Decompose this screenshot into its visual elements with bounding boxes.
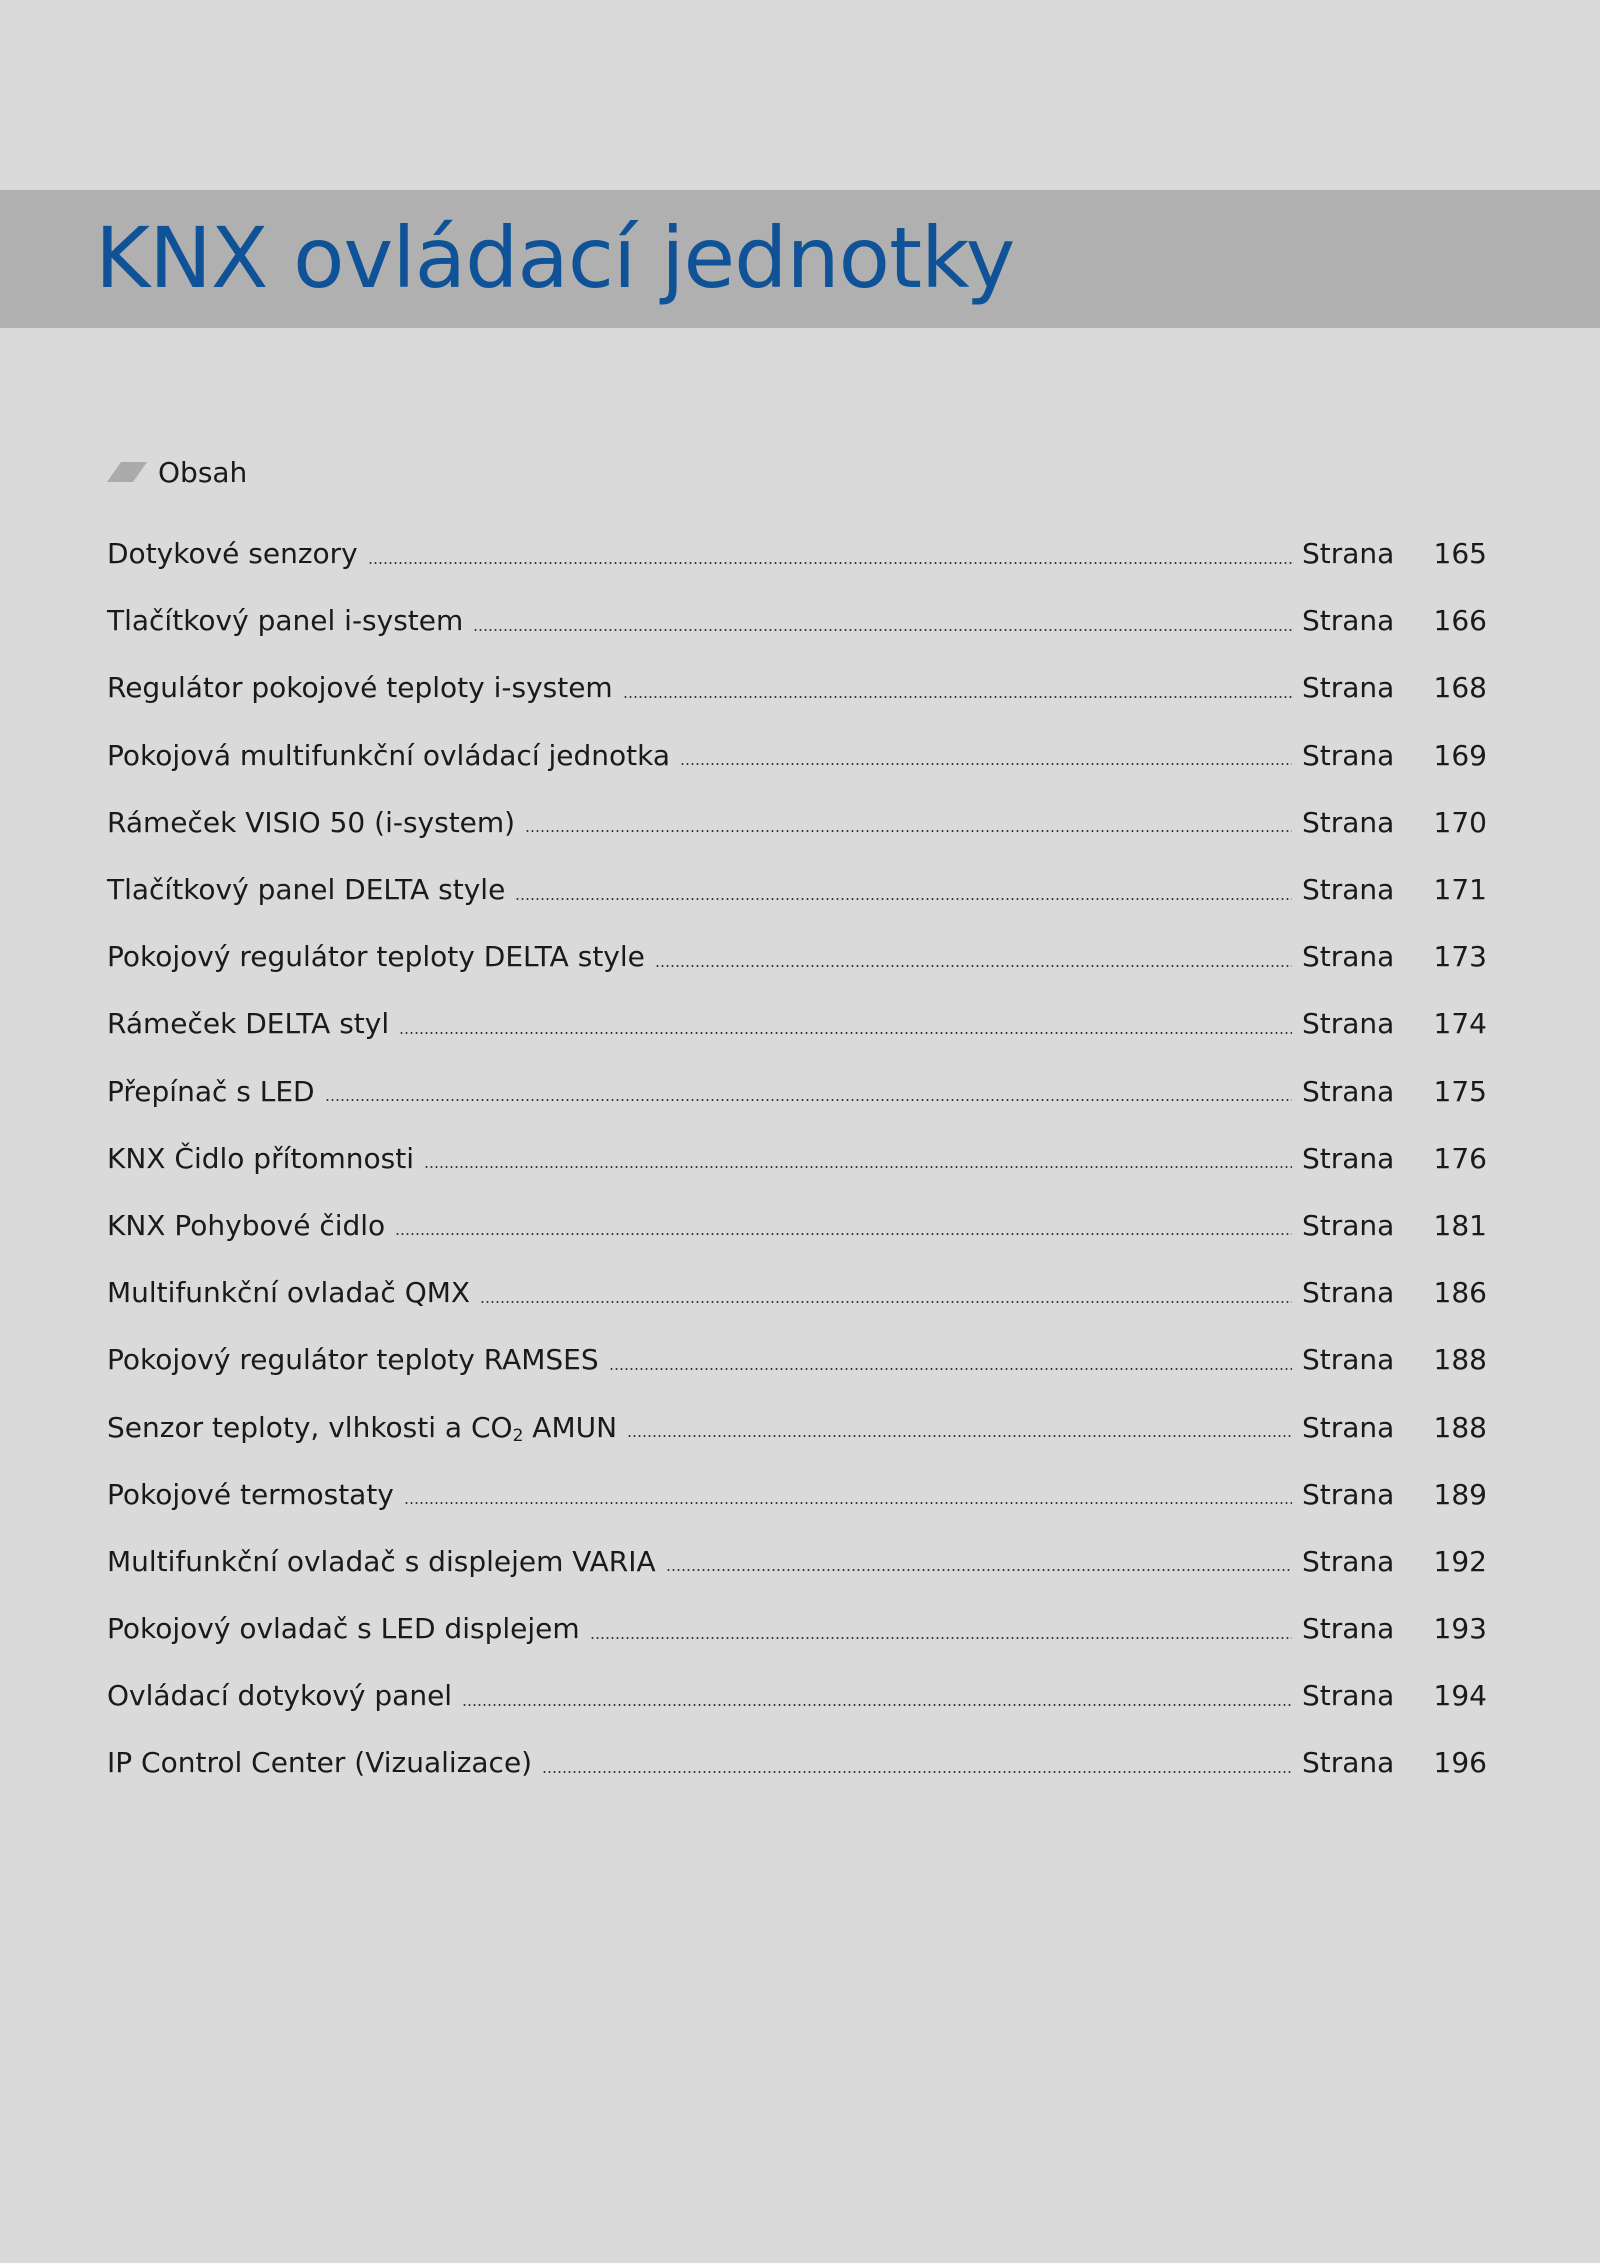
dot-leader — [525, 830, 1292, 832]
dot-leader — [368, 562, 1292, 564]
toc-entry[interactable] — [107, 1729, 1487, 1796]
dot-leader — [404, 1502, 1292, 1504]
toc-page-number: 194 — [1433, 1679, 1487, 1713]
dot-leader — [655, 965, 1292, 967]
toc-strana-label: Strana — [1302, 671, 1395, 705]
toc-strana-label: Strana — [1302, 604, 1395, 638]
toc-entry-title: Ovládací dotykový panel — [107, 1679, 453, 1713]
dot-leader — [590, 1637, 1292, 1639]
toc-entry[interactable] — [107, 923, 1487, 990]
dot-leader — [395, 1233, 1292, 1235]
toc-entry[interactable] — [107, 1528, 1487, 1595]
toc-strana-label: Strana — [1302, 1746, 1395, 1780]
toc-page-number: 165 — [1433, 537, 1487, 571]
toc-entry-title: Multifunkční ovladač QMX — [107, 1276, 471, 1310]
toc-page-number: 174 — [1433, 1007, 1487, 1041]
page-title: KNX ovládací jednotky — [95, 209, 1015, 307]
subscript-2: 2 — [512, 1425, 524, 1446]
toc-entry-title: KNX Čidlo přítomnosti — [107, 1141, 414, 1175]
toc-entry-title-suffix: AMUN — [523, 1410, 618, 1444]
toc-strana-label: Strana — [1302, 805, 1395, 839]
toc-entry-title: Tlačítkový panel i-system — [107, 604, 464, 638]
toc-page-number: 169 — [1433, 738, 1487, 772]
toc-page-number: 181 — [1433, 1208, 1487, 1242]
toc-strana-label: Strana — [1302, 1544, 1395, 1578]
dot-leader — [627, 1435, 1292, 1437]
toc-entry[interactable] — [107, 1259, 1487, 1326]
toc-page-number: 189 — [1433, 1477, 1487, 1511]
toc-strana-label: Strana — [1302, 940, 1395, 974]
toc-strana-label: Strana — [1302, 1208, 1395, 1242]
toc-entry[interactable] — [107, 1192, 1487, 1259]
toc-page-number: 170 — [1433, 805, 1487, 839]
dot-leader — [480, 1301, 1292, 1303]
toc-page-number: 171 — [1433, 873, 1487, 907]
toc-page-number: 188 — [1433, 1343, 1487, 1377]
table-of-contents — [107, 520, 1487, 1797]
toc-page-number: 166 — [1433, 604, 1487, 638]
toc-entry[interactable] — [107, 1662, 1487, 1729]
toc-entry[interactable] — [107, 1461, 1487, 1528]
toc-entry[interactable] — [107, 1326, 1487, 1393]
toc-entry-title: KNX Pohybové čidlo — [107, 1208, 386, 1242]
toc-page-number: 173 — [1433, 940, 1487, 974]
toc-strana-label: Strana — [1302, 738, 1395, 772]
dot-leader — [542, 1771, 1292, 1773]
section-marker-icon — [107, 462, 147, 482]
toc-entry[interactable] — [107, 789, 1487, 856]
toc-page-number: 168 — [1433, 671, 1487, 705]
toc-entry[interactable] — [107, 1393, 1487, 1460]
toc-entry[interactable] — [107, 722, 1487, 789]
toc-strana-label: Strana — [1302, 1074, 1395, 1108]
toc-entry[interactable] — [107, 654, 1487, 721]
dot-leader — [680, 763, 1292, 765]
toc-strana-label: Strana — [1302, 1679, 1395, 1713]
toc-entry[interactable] — [107, 990, 1487, 1057]
toc-page-number: 176 — [1433, 1141, 1487, 1175]
toc-heading — [107, 452, 247, 492]
toc-strana-label: Strana — [1302, 1612, 1395, 1646]
toc-page-number: 186 — [1433, 1276, 1487, 1310]
toc-entry[interactable] — [107, 1595, 1487, 1662]
toc-entry-title — [107, 1411, 617, 1444]
dot-leader — [424, 1166, 1292, 1168]
toc-entry[interactable] — [107, 1125, 1487, 1192]
toc-page-number: 196 — [1433, 1746, 1487, 1780]
toc-page-number: 175 — [1433, 1074, 1487, 1108]
toc-strana-label: Strana — [1302, 1410, 1395, 1444]
toc-entry-title: Rámeček VISIO 50 (i-system) — [107, 805, 516, 839]
toc-page-number: 188 — [1433, 1410, 1487, 1444]
toc-page-number: 192 — [1433, 1544, 1487, 1578]
toc-entry-title-main: Senzor teploty, vlhkosti a CO — [107, 1410, 513, 1444]
toc-strana-label: Strana — [1302, 1477, 1395, 1511]
toc-entry[interactable] — [107, 587, 1487, 654]
dot-leader — [473, 629, 1292, 631]
toc-entry-title: Pokojový ovladač s LED displejem — [107, 1612, 580, 1646]
toc-entry-title: Pokojový regulátor teploty RAMSES — [107, 1343, 599, 1377]
toc-strana-label: Strana — [1302, 1343, 1395, 1377]
dot-leader — [325, 1099, 1292, 1101]
dot-leader — [515, 898, 1292, 900]
toc-strana-label: Strana — [1302, 1141, 1395, 1175]
toc-entry-title: Pokojové termostaty — [107, 1477, 394, 1511]
toc-strana-label: Strana — [1302, 1276, 1395, 1310]
toc-strana-label: Strana — [1302, 1007, 1395, 1041]
toc-entry-title: Pokojový regulátor teploty DELTA style — [107, 940, 645, 974]
toc-entry-title: Pokojová multifunkční ovládací jednotka — [107, 738, 671, 772]
toc-strana-label: Strana — [1302, 537, 1395, 571]
toc-entry-title: Dotykové senzory — [107, 537, 358, 571]
dot-leader — [399, 1032, 1292, 1034]
toc-heading-label: Obsah — [158, 455, 248, 489]
dot-leader — [462, 1704, 1292, 1706]
dot-leader — [623, 696, 1292, 698]
toc-entry-title: Přepínač s LED — [107, 1074, 315, 1108]
dot-leader — [609, 1368, 1292, 1370]
toc-entry[interactable] — [107, 520, 1487, 587]
toc-entry-title: IP Control Center (Vizualizace) — [107, 1746, 533, 1780]
dot-leader — [666, 1569, 1292, 1571]
toc-page-number: 193 — [1433, 1612, 1487, 1646]
toc-entry[interactable] — [107, 1058, 1487, 1125]
toc-entry-title: Tlačítkový panel DELTA style — [107, 873, 506, 907]
toc-strana-label: Strana — [1302, 873, 1395, 907]
toc-entry-title: Rámeček DELTA styl — [107, 1007, 390, 1041]
toc-entry[interactable] — [107, 856, 1487, 923]
toc-entry-title: Regulátor pokojové teploty i-system — [107, 671, 613, 705]
toc-entry-title: Multifunkční ovladač s displejem VARIA — [107, 1544, 656, 1578]
